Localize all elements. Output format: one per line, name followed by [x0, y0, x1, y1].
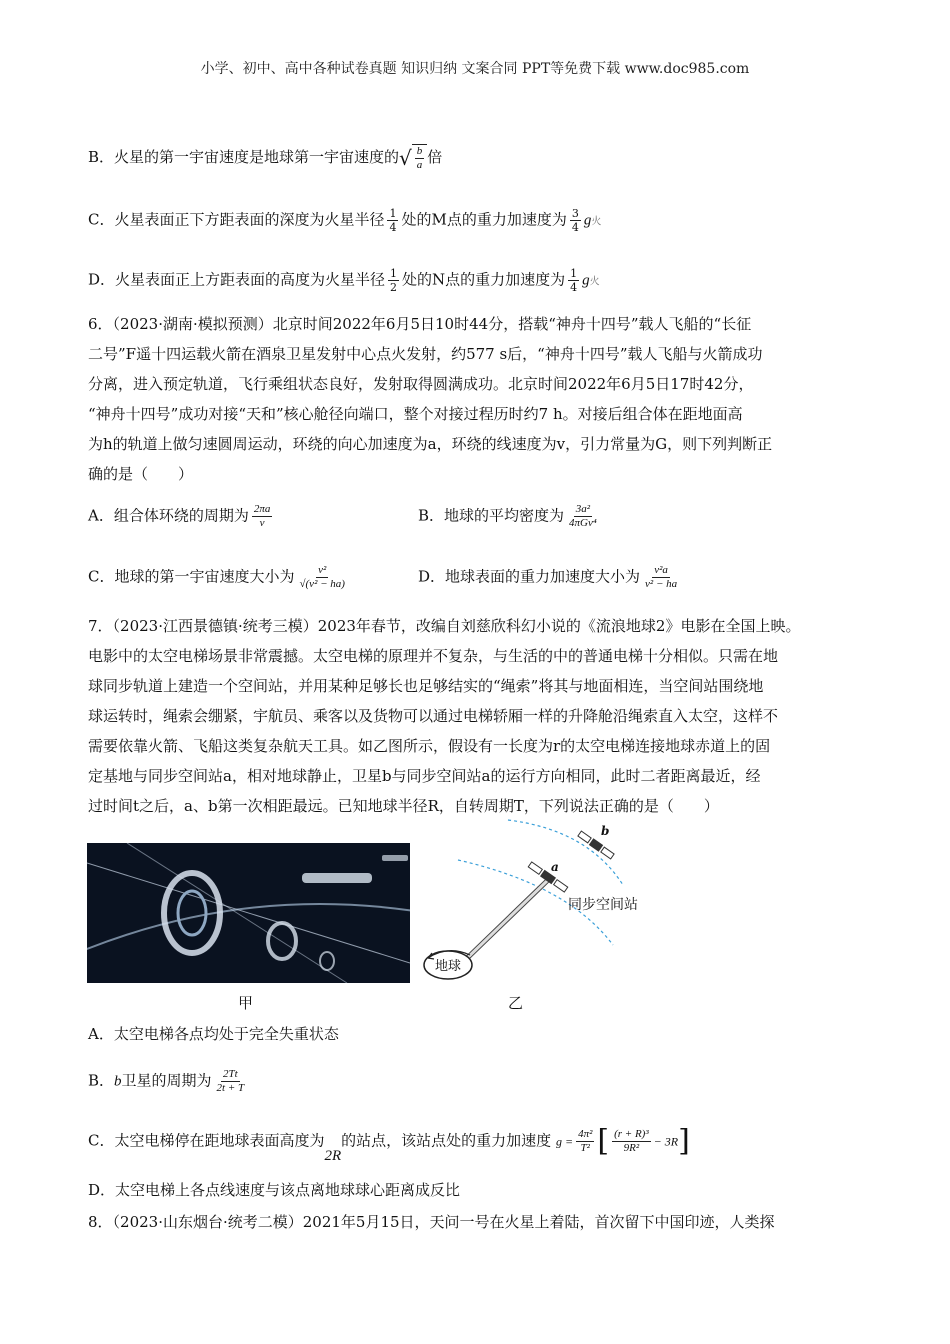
fraction-denominator: 4	[389, 221, 397, 234]
page-header: 小学、初中、高中各种试卷真题 知识归纳 文案合同 PPT等免费下载 www.doc985.com	[200, 61, 750, 77]
q5-option-d-mid: 处的N点的重力加速度为	[402, 270, 566, 289]
fraction-denominator: 4	[570, 281, 578, 294]
earth-label: 地球	[434, 958, 462, 973]
q7-option-c-text: C．太空电梯停在距地球表面高度为	[88, 1131, 325, 1150]
q6-option-b-text: B．地球的平均密度为	[418, 506, 565, 525]
q5-option-b-text: B．火星的第一宇宙速度是地球第一宇宙速度的	[88, 148, 400, 166]
q5-option-c-text: C．火星表面正下方距表面的深度为火星半径	[88, 210, 385, 229]
station-label: 同步空间站	[568, 896, 638, 912]
q7-stem-line: 需要依靠火箭、飞船这类复杂航天工具。如乙图所示，假设有一长度为r的太空电梯连接地球赤道上的固	[88, 737, 771, 755]
fraction-denominator: 2	[390, 281, 398, 294]
q6-stem-line: “神舟十四号”成功对接“天和”核心舱径向端口，整个对接过程历时约7 h。对接后组合体在距地面高	[88, 405, 743, 423]
fraction	[570, 207, 581, 234]
q6-option-a	[88, 503, 275, 530]
q6-stem-line: 二号”F遥十四运载火箭在酒泉卫星发射中心点火发射，约577 s后，“神舟十四号”载人飞船与火箭成功	[88, 345, 763, 363]
q5-option-c	[88, 207, 601, 235]
fraction	[252, 503, 273, 530]
q7-stem-line: 定基地与同步空间站a，相对地球静止，卫星b与同步空间站a的运行方向相同，此时二者距离最近，经	[88, 767, 761, 785]
bracket-close: ]	[678, 1123, 690, 1159]
space-elevator-illustration	[87, 843, 410, 983]
fraction	[643, 564, 679, 591]
q7-option-a: A．太空电梯各点均处于完全失重状态	[88, 1025, 339, 1043]
fraction	[568, 267, 579, 294]
gravity-subscript: 火	[591, 216, 602, 228]
q6-option-b	[418, 503, 602, 530]
bracket-open: [	[597, 1123, 610, 1159]
q7-option-b	[88, 1068, 249, 1095]
fraction-numerator: 2πa	[253, 503, 271, 515]
gravity-formula-lhs: g =	[555, 1134, 574, 1149]
q5-option-d	[88, 267, 600, 295]
fraction-numerator: 3	[571, 207, 579, 220]
fraction-numerator: 1	[570, 267, 578, 280]
q7-stem-line: 电影中的太空电梯场景非常震撼。太空电梯的原理并不复杂，与生活的中的普通电梯十分相似。只需在地	[88, 647, 779, 665]
q7-option-d: D．太空电梯上各点线速度与该点离地球球心距离成反比	[88, 1181, 461, 1199]
q6-option-d	[418, 564, 682, 591]
fraction-numerator: v²	[318, 564, 327, 576]
q6-option-d-text: D．地球表面的重力加速度大小为	[418, 567, 641, 586]
q7-stem-line: 球同步轨道上建造一个空间站，并用某种足够长也足够结实的“绳索”将其与地面相连，当空间站围绕地	[88, 677, 764, 695]
q8-stem-line: 8．（2023·山东烟台·统考二模）2021年5月15日，天问一号在火星上着陆，首次留下中国印迹，人类探	[88, 1213, 775, 1231]
q7-stem-line: 过时间t之后，a、b第一次相距最远。已知地球半径R，自转周期T，下列说法正确的是（ ）	[88, 797, 719, 815]
fraction-denominator: a	[416, 159, 423, 171]
fraction-denominator: v² − ha	[645, 578, 678, 590]
gravity-symbol: g	[583, 212, 592, 229]
space-elevator-photo	[87, 843, 410, 983]
fraction-denominator: 9R²	[623, 1142, 640, 1154]
station-a-label: a	[551, 860, 559, 874]
q7-option-b-text: 卫星的周期为	[121, 1071, 212, 1090]
figure-caption-right: 乙	[508, 994, 524, 1012]
gravity-symbol: g	[582, 272, 590, 289]
sqrt-expression: √ $\frac{b}{a}$	[399, 144, 427, 172]
gravity-subscript: 火	[589, 276, 600, 288]
fraction	[567, 503, 599, 530]
figure-caption-left: 甲	[238, 994, 254, 1012]
q6-stem-line: 确的是（ ）	[88, 465, 194, 483]
q7-option-b-prefix: B．	[88, 1071, 115, 1090]
orbit-diagram	[418, 815, 678, 1015]
q5-option-b-suffix: 倍	[427, 148, 443, 166]
fraction-denominator: 4	[571, 221, 579, 234]
formula-tail: − 3R	[653, 1134, 679, 1149]
q7-option-c	[88, 1123, 690, 1164]
fraction-numerator: 2Tt	[223, 1068, 238, 1080]
fraction-denominator: √(v² − ha)	[299, 578, 345, 590]
fraction-denominator: v	[259, 517, 265, 529]
q7-stem-line: 球运转时，绳索会绷紧，宇航员、乘客以及货物可以通过电梯轿厢一样的升降舱沿绳索直入太空，这样不	[88, 707, 779, 725]
fraction-numerator: (r + R)³	[614, 1128, 649, 1140]
q6-option-c	[88, 564, 350, 591]
fraction-numerator: 1	[390, 267, 398, 280]
q7-option-c-mid: 的站点，该站点处的重力加速度	[341, 1131, 552, 1150]
fraction	[612, 1128, 651, 1155]
fraction-denominator: T²	[580, 1142, 590, 1154]
fraction	[388, 267, 399, 294]
q5-option-d-text: D．火星表面正上方距表面的高度为火星半径	[88, 270, 386, 289]
height-expression: 2R	[324, 1147, 342, 1164]
fraction	[215, 1068, 247, 1095]
space-elevator-diagram	[418, 815, 678, 1015]
satellite-variable: b	[114, 1073, 122, 1090]
fraction	[387, 207, 398, 234]
q6-stem-line: 为h的轨道上做匀速圆周运动，环绕的向心加速度为a，环绕的线速度为v，引力常量为G，则下列判断正	[88, 435, 773, 453]
fraction-denominator: 2t + T	[216, 1082, 245, 1094]
fraction-numerator: v²a	[654, 564, 668, 576]
fraction	[576, 1128, 594, 1155]
q6-stem-line: 6．（2023·湖南·模拟预测）北京时间2022年6月5日10时44分，搭载“神舟十四号”载人飞船的“长征	[88, 315, 752, 333]
q5-option-c-mid: 处的M点的重力加速度为	[401, 210, 567, 229]
fraction-numerator: b	[416, 145, 423, 157]
q5-option-b	[88, 144, 442, 172]
q6-option-c-text: C．地球的第一宇宙速度大小为	[88, 567, 295, 586]
satellite-b-label: b	[601, 824, 610, 838]
fraction	[297, 564, 346, 591]
fraction-numerator: 4π²	[578, 1128, 593, 1140]
fraction-numerator: 1	[389, 207, 397, 220]
fraction-numerator: 3a²	[575, 503, 591, 515]
fraction-denominator: 4πGv⁴	[569, 517, 597, 529]
q6-option-a-text: A．组合体环绕的周期为	[88, 506, 249, 525]
q7-stem-line: 7．（2023·江西景德镇·统考三模）2023年春节，改编自刘慈欣科幻小说的《流浪地球2》电影在全国上映。	[88, 617, 801, 635]
q6-stem-line: 分离，进入预定轨道，飞行乘组状态良好，发射取得圆满成功。北京时间2022年6月5日17时42分，	[88, 375, 754, 393]
